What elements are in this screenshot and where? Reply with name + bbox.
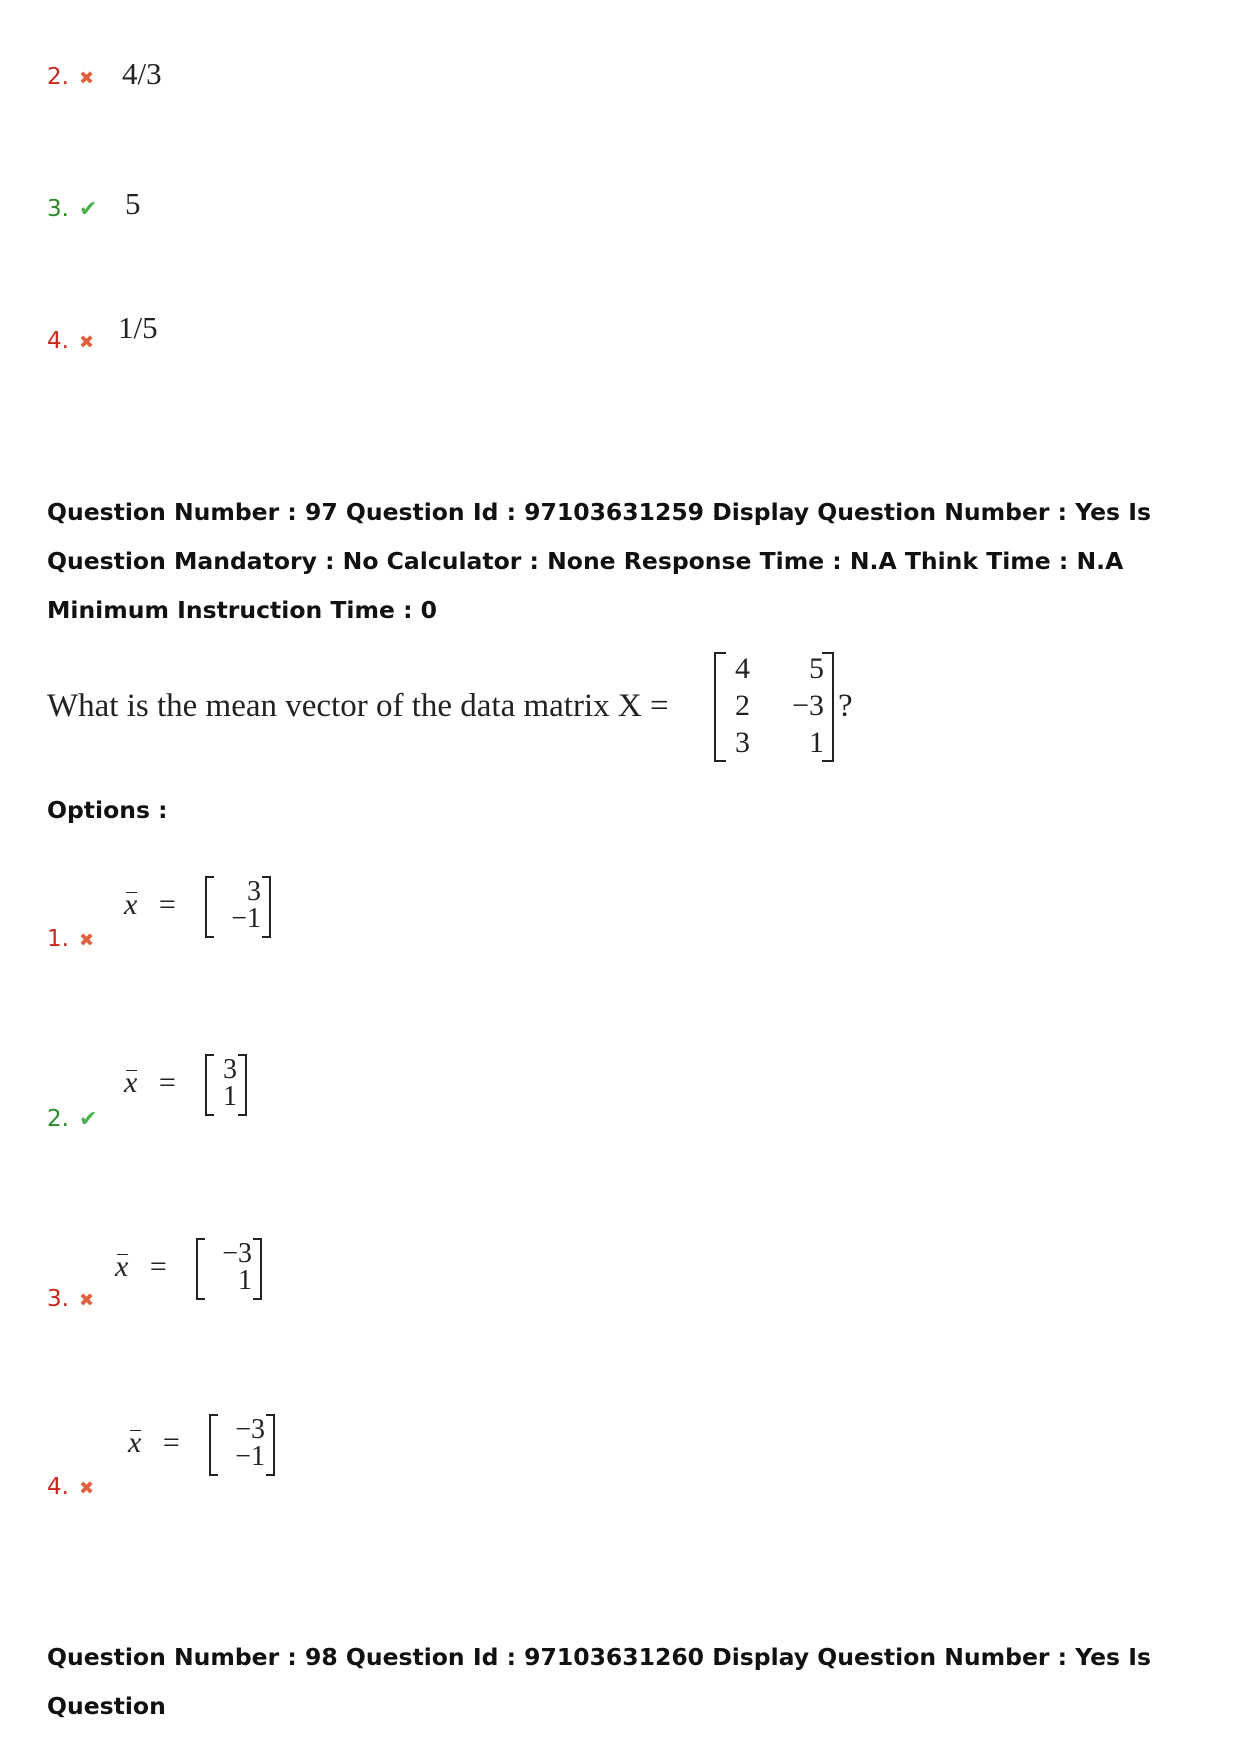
data-matrix — [714, 652, 834, 762]
option-number: 4. — [47, 328, 69, 354]
question-98-meta: Question Number : 98 Question Id : 97103631260 Display Question Number : Yes Is Question — [47, 1643, 1151, 1720]
wrong-mark-icon: ✖ — [78, 332, 95, 353]
prev-option-4-answer: 1/5 — [118, 310, 158, 345]
wrong-mark-icon: ✖ — [78, 1290, 95, 1311]
x-bar-symbol: x — [124, 888, 138, 921]
question-97-meta: Question Number : 97 Question Id : 97103631259 Display Question Number : Yes Is Question Mandatory : No Calculator : None Response Time : N.A Think Time : N.A Minimum Instruction Time : 0 — [47, 498, 1151, 624]
vector-entry: −1 — [235, 1441, 265, 1472]
option-2 — [47, 1106, 97, 1132]
equals-sign: = — [162, 1426, 180, 1459]
prev-option-3 — [47, 196, 97, 222]
correct-check-icon: ✔ — [78, 197, 98, 222]
option-4-equation — [128, 1426, 180, 1460]
prev-option-2-answer: 4/3 — [122, 56, 162, 91]
option-number: 2. — [47, 1106, 69, 1132]
equals-sign: = — [158, 1066, 176, 1099]
prev-option-4 — [47, 328, 94, 354]
matrix-cell: 1 — [809, 726, 824, 759]
prev-option-2 — [47, 64, 94, 90]
x-bar-symbol: x — [115, 1250, 129, 1283]
option-4-vector — [209, 1414, 275, 1474]
option-4 — [47, 1474, 94, 1500]
option-1 — [47, 926, 94, 952]
wrong-mark-icon: ✖ — [78, 68, 95, 89]
option-3-vector — [196, 1238, 262, 1298]
matrix-cell: 4 — [735, 652, 750, 685]
vector-entry: −1 — [231, 903, 261, 934]
prev-option-3-answer: 5 — [125, 186, 141, 221]
option-1-vector — [205, 876, 271, 936]
question-mark: ? — [838, 688, 853, 724]
x-bar-symbol: x — [128, 1426, 142, 1459]
x-bar-symbol: x — [124, 1066, 138, 1099]
option-number: 1. — [47, 926, 69, 952]
option-1-equation — [124, 888, 176, 922]
wrong-mark-icon: ✖ — [78, 930, 95, 951]
question-text: What is the mean vector of the data matrix X = — [47, 688, 669, 724]
matrix-cell: 3 — [735, 726, 750, 759]
matrix-cell: 2 — [735, 689, 750, 722]
matrix-cell: −3 — [792, 689, 824, 722]
equals-sign: = — [158, 888, 176, 921]
question-97-text — [47, 688, 669, 725]
option-3-equation — [115, 1250, 167, 1284]
matrix-cell: 5 — [809, 652, 824, 685]
vector-entry: 3 — [247, 876, 261, 907]
vector-entry: 1 — [238, 1265, 252, 1296]
option-number: 3. — [47, 1286, 69, 1312]
option-2-vector — [205, 1054, 247, 1114]
vector-entry: −3 — [235, 1414, 265, 1445]
equals-sign: = — [149, 1250, 167, 1283]
option-2-equation — [124, 1066, 176, 1100]
option-number: 2. — [47, 64, 69, 90]
vector-entry: −3 — [222, 1238, 252, 1269]
option-number: 3. — [47, 196, 69, 222]
option-number: 4. — [47, 1474, 69, 1500]
wrong-mark-icon: ✖ — [78, 1478, 95, 1499]
correct-check-icon: ✔ — [78, 1107, 98, 1132]
option-3 — [47, 1286, 94, 1312]
vector-entry: 3 — [223, 1054, 237, 1085]
options-label: Options : — [47, 796, 168, 824]
vector-entry: 1 — [223, 1081, 237, 1112]
